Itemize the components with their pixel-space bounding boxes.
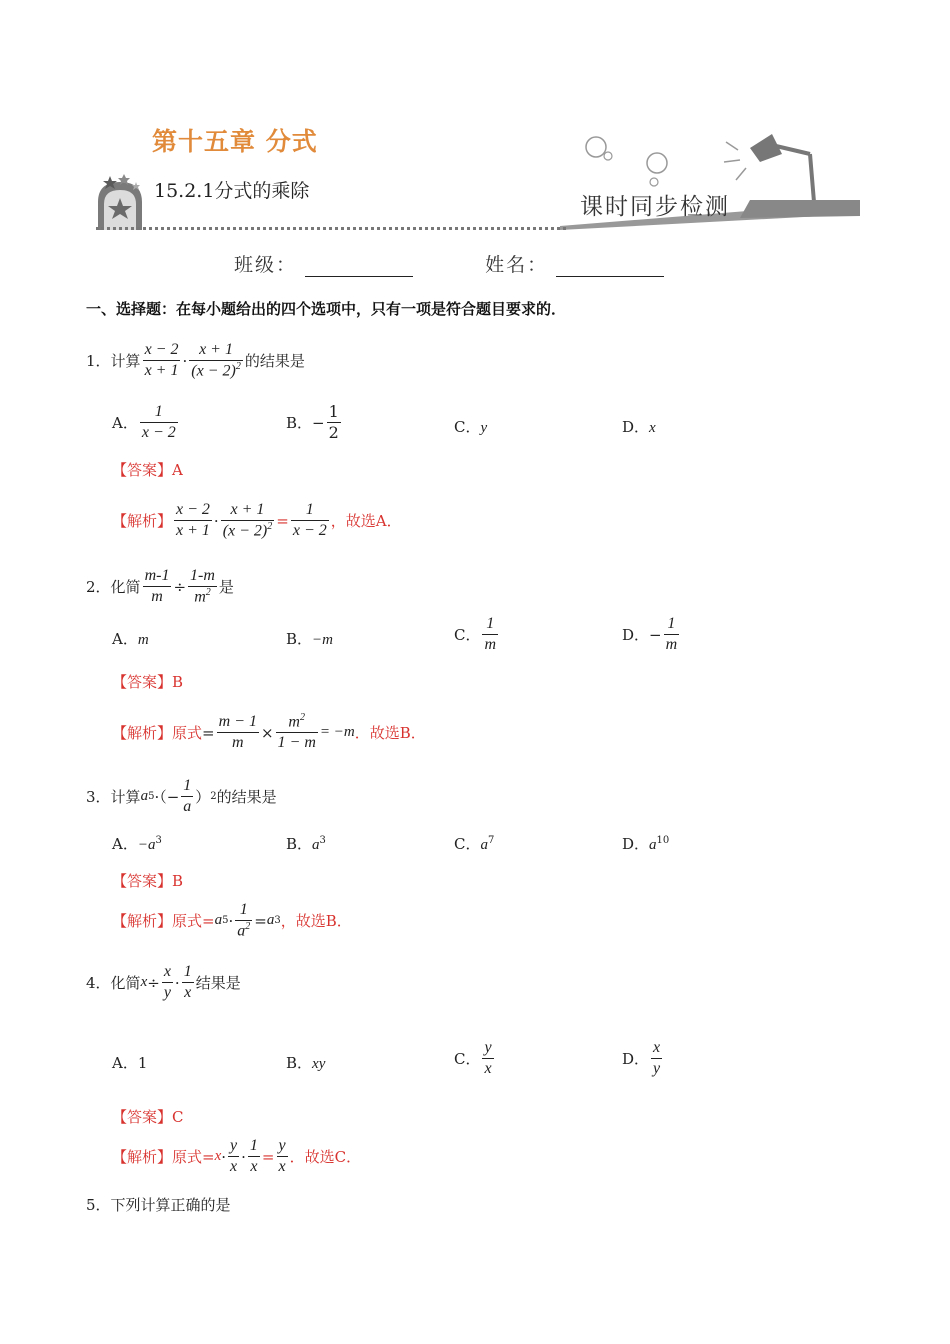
option-a[interactable]: A．$-a^3$ [112, 835, 162, 853]
fraction: $\frac{x - 2}{x + 1}$ [144, 341, 179, 380]
banner-title: 课时同步检测 [580, 194, 730, 220]
option-b[interactable]: B． − $\frac{1}{2}$ [286, 402, 339, 442]
name-blank[interactable] [556, 256, 664, 277]
option-a[interactable]: A．m [112, 630, 149, 648]
question-2: 2． 化简 $\frac{m-1}{m}$ ÷ $\frac{1-m}{m^2}$ 是 [86, 567, 234, 606]
desk-lamp-icon [724, 134, 830, 206]
option-a[interactable]: A． $\frac{1}{x - 2}$ [112, 403, 176, 441]
chapter-title: 第十五章 分式 [152, 127, 318, 156]
option-b[interactable]: B．$a^3$ [286, 835, 326, 853]
question-lead: 计算 [110, 352, 141, 371]
question-3: 3． 计算 a 5 ·（− $\frac{1}{a}$ ） 2 的结果是 [86, 777, 277, 815]
option-d[interactable]: D．$a^{10}$ [622, 835, 670, 853]
explanation-3: 【解析】原式= a 5 · $\frac{1}{a^2}$ = a 3 ，故选B． [112, 901, 352, 940]
class-blank[interactable] [305, 256, 413, 277]
fraction: $\frac{x + 1}{(x - 2)^2}$ [191, 341, 241, 380]
answer-1: 【答案】A [112, 461, 183, 479]
name-label: 姓名： [485, 254, 549, 276]
answer-4: 【答案】C [112, 1108, 184, 1126]
option-b[interactable]: B．xy [286, 1054, 326, 1072]
option-d[interactable]: D． $\frac{x}{y}$ [622, 1039, 661, 1077]
student-info [234, 250, 664, 277]
option-c[interactable]: C．y [454, 418, 488, 436]
star-badge-icon [98, 174, 142, 230]
class-label: 班级： [234, 254, 298, 276]
option-c[interactable]: C． $\frac{y}{x}$ [454, 1039, 492, 1077]
question-1: 1． 计算 $\frac{x - 2}{x + 1}$ · $\frac{x + 1}{(x - 2)^2}$ 的结果是 [86, 341, 305, 380]
question-5: 5．下列计算正确的是 [86, 1196, 231, 1214]
explanation-4: 【解析】原式= x · $\frac{y}{x}$ · $\frac{1}{x}$ = $\frac{y}{x}$ ．故选C． [112, 1137, 362, 1175]
option-c[interactable]: C． $\frac{1}{m}$ [454, 615, 497, 653]
question-4: 4． 化简 x ÷ $\frac{x}{y}$ · $\frac{1}{x}$ 结果是 [86, 963, 241, 1001]
option-d[interactable]: D．x [622, 418, 656, 436]
explanation-1: 【解析】 $\frac{x - 2}{x + 1}$ · $\frac{x + 1}{(x - 2)^2}$ = $\frac{1}{x - 2}$ ，故选A． [112, 501, 402, 540]
option-a[interactable]: A．1 [112, 1054, 148, 1072]
section-title: 15.2.1分式的乘除 [154, 180, 310, 202]
answer-2: 【答案】B [112, 673, 184, 691]
question-tail: 的结果是 [244, 352, 305, 371]
answer-3: 【答案】B [112, 872, 184, 890]
option-c[interactable]: C．$a^7$ [454, 835, 495, 853]
option-b[interactable]: B．−m [286, 630, 333, 648]
explanation-2: 【解析】原式 = $\frac{m - 1}{m}$ × $\frac{m^2}{1 - m}$ = −m ．故选B． [112, 712, 426, 752]
header-rule [96, 227, 566, 230]
option-d[interactable]: D． − $\frac{1}{m}$ [622, 615, 678, 653]
question-number: 1． [86, 352, 111, 371]
section-intro: 一、选择题：在每小题给出的四个选项中，只有一项是符合题目要求的． [86, 300, 567, 318]
